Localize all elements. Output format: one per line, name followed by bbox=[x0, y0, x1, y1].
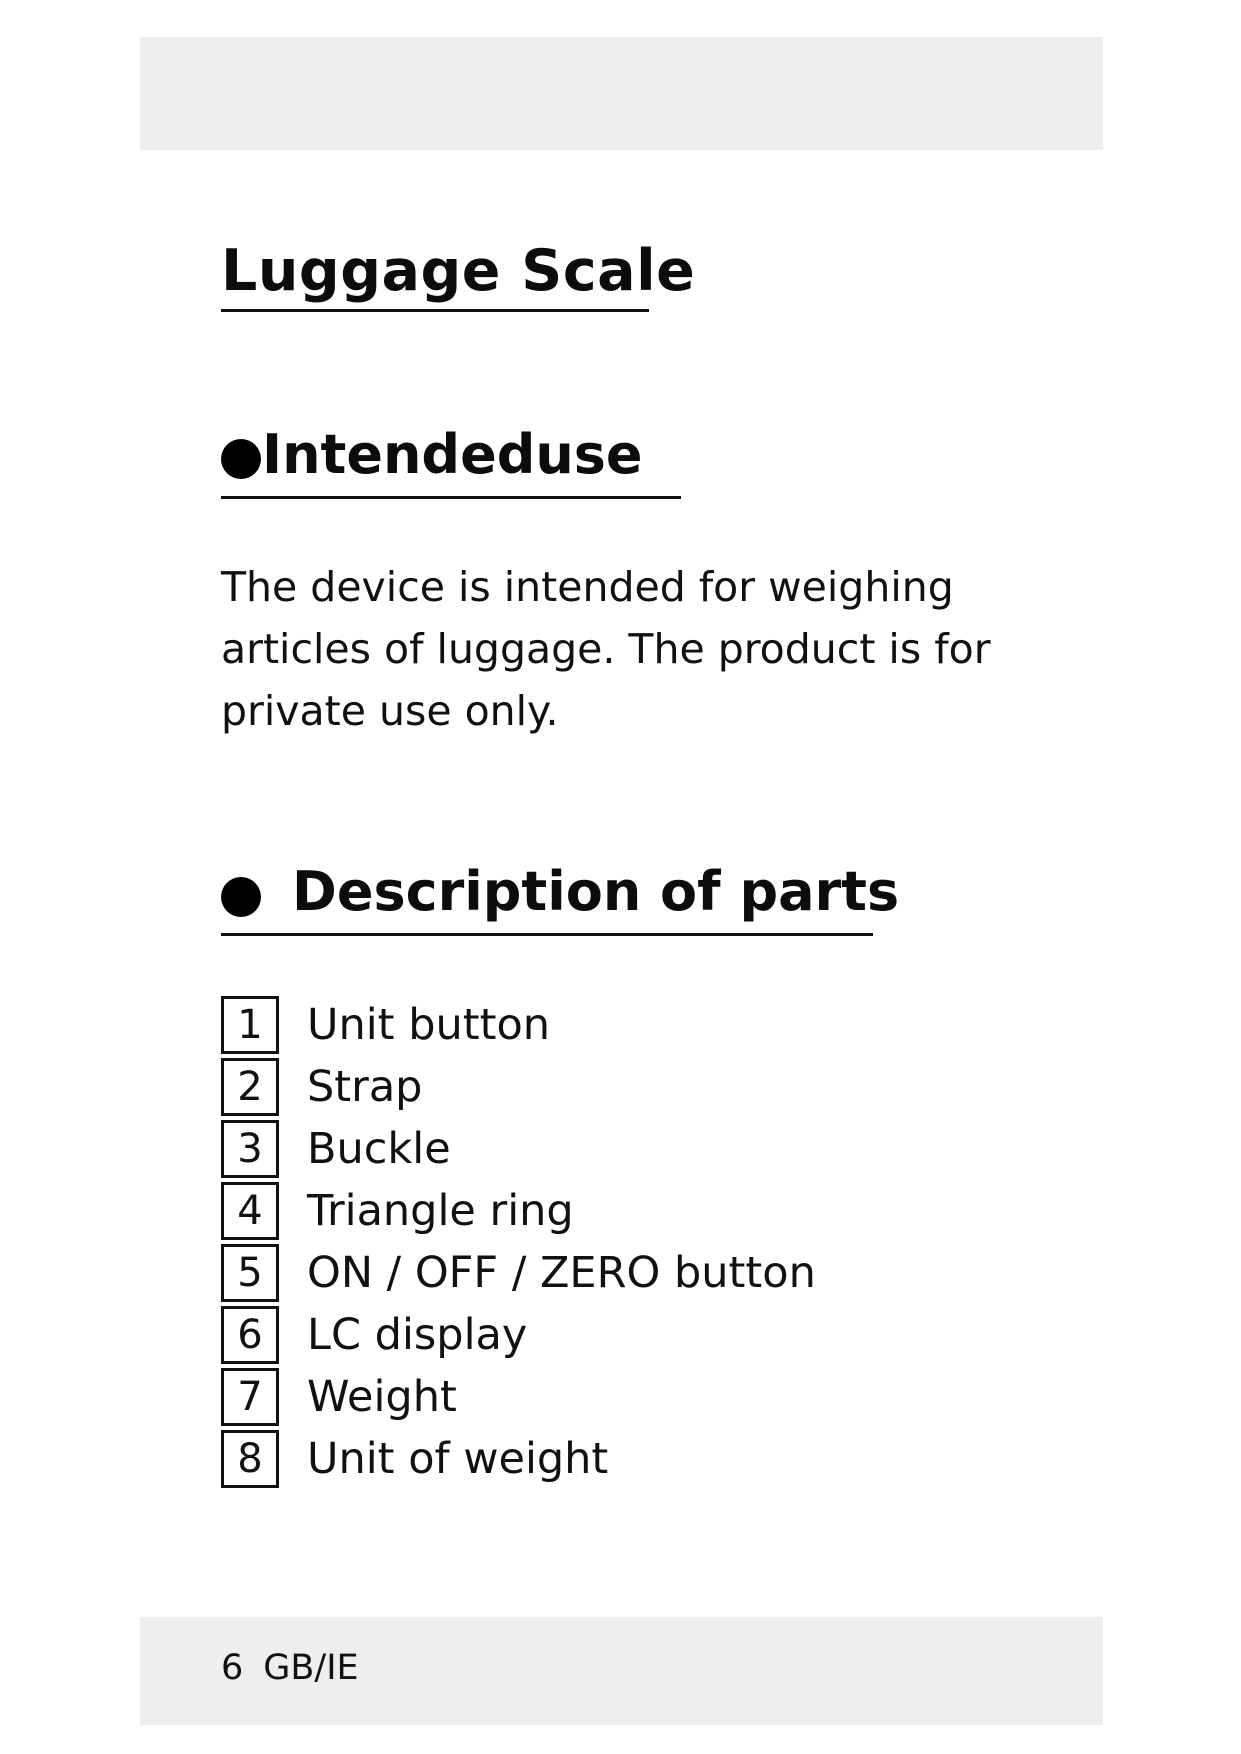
list-item bbox=[221, 1304, 816, 1366]
description-of-parts-heading: Description of parts bbox=[292, 860, 900, 923]
description-of-parts-underline bbox=[221, 933, 873, 936]
part-number: 5 bbox=[221, 1244, 279, 1302]
document-title: Luggage Scale bbox=[221, 238, 696, 304]
part-number: 2 bbox=[221, 1058, 279, 1116]
part-number: 6 bbox=[221, 1306, 279, 1364]
intended-use-underline bbox=[221, 496, 681, 499]
list-item bbox=[221, 1366, 816, 1428]
section-bullet-icon bbox=[221, 439, 261, 479]
list-item bbox=[221, 1242, 816, 1304]
part-number: 7 bbox=[221, 1368, 279, 1426]
section-bullet-icon bbox=[221, 877, 261, 917]
part-label: Buckle bbox=[307, 1124, 451, 1174]
part-label: ON / OFF / ZERO button bbox=[307, 1248, 816, 1298]
part-number: 3 bbox=[221, 1120, 279, 1178]
part-label: Unit of weight bbox=[307, 1434, 609, 1484]
parts-list bbox=[221, 994, 816, 1490]
part-number: 8 bbox=[221, 1430, 279, 1488]
list-item bbox=[221, 1056, 816, 1118]
intended-use-heading: Intendeduse bbox=[262, 423, 643, 486]
part-label: LC display bbox=[307, 1310, 528, 1360]
header-band bbox=[140, 37, 1103, 150]
part-label: Strap bbox=[307, 1062, 423, 1112]
title-underline bbox=[221, 309, 649, 312]
list-item bbox=[221, 1118, 816, 1180]
list-item bbox=[221, 994, 816, 1056]
page-number: 6 bbox=[221, 1648, 244, 1688]
part-label: Unit button bbox=[307, 1000, 551, 1050]
part-number: 4 bbox=[221, 1182, 279, 1240]
part-label: Triangle ring bbox=[307, 1186, 574, 1236]
region-label: GB/IE bbox=[263, 1648, 359, 1688]
intended-use-text: The device is intended for weighing articles of luggage. The product is for private use only. bbox=[221, 563, 991, 735]
list-item bbox=[221, 1180, 816, 1242]
part-number: 1 bbox=[221, 996, 279, 1054]
part-label: Weight bbox=[307, 1372, 457, 1422]
page-footer bbox=[221, 1640, 359, 1696]
list-item bbox=[221, 1428, 816, 1490]
